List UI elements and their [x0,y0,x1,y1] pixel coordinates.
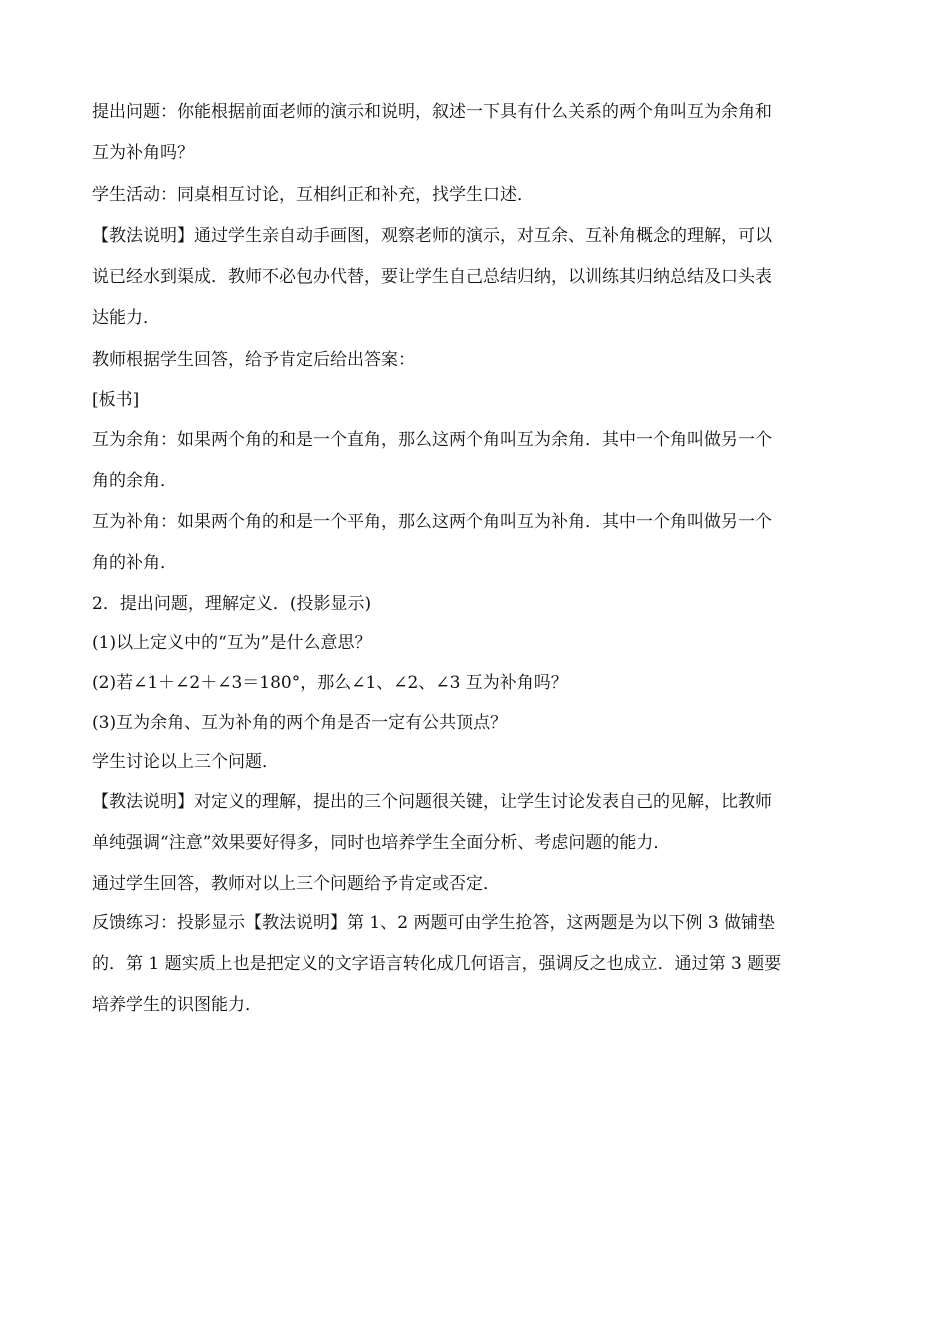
text-line: 反馈练习：投影显示【教法说明】第 1、2 两题可由学生抢答，这两题是为以下例 3 做铺垫 [92,913,776,933]
text-line: 培养学生的识图能力． [92,995,262,1015]
text-line: 【教法说明】通过学生亲自动手画图，观察老师的演示，对互余、互补角概念的理解，可以 [92,226,772,246]
text-line: 学生讨论以上三个问题． [92,752,279,772]
text-line: 达能力． [92,308,160,328]
paragraph-question-3 [92,703,862,744]
paragraph-question-1 [92,623,862,664]
text-line: 说已经水到渠成．教师不必包办代替，要让学生自己总结归纳，以训练其归纳总结及口头表 [92,267,772,287]
text-line: 互为余角：如果两个角的和是一个直角，那么这两个角叫互为余角．其中一个角叫做另一个 [92,430,772,450]
text-line: 2．提出问题，理解定义．(投影显示) [92,594,372,614]
text-line: 角的补角． [92,553,177,573]
paragraph-teaching-note-2 [92,782,862,864]
paragraph-student-discussion [92,742,862,783]
paragraph-supplementary-definition [92,502,862,584]
text-line: 提出问题：你能根据前面老师的演示和说明，叙述一下具有什么关系的两个角叫互为余角和 [92,102,772,122]
paragraph-teacher-answer [92,340,862,381]
text-line: 互为补角：如果两个角的和是一个平角，那么这两个角叫互为补角．其中一个角叫做另一个 [92,512,772,532]
text-line: 【教法说明】对定义的理解，提出的三个问题很关键，让学生讨论发表自己的见解，比教师 [92,792,772,812]
paragraph-complementary-definition [92,420,862,502]
text-line: (1)以上定义中的“互为”是什么意思？ [92,633,372,653]
paragraph-teacher-feedback [92,864,862,905]
paragraph-feedback-exercise [92,903,862,1026]
paragraph-question-intro [92,92,862,174]
paragraph-question-2 [92,663,862,704]
text-line: 教师根据学生回答，给予肯定后给出答案： [92,350,415,370]
text-line: 单纯强调“注意”效果要好得多，同时也培养学生全面分析、考虑问题的能力． [92,833,671,853]
paragraph-section-2 [92,584,862,625]
text-line: (3)互为余角、互为补角的两个角是否一定有公共顶点？ [92,713,508,733]
paragraph-teaching-note-1 [92,216,862,339]
text-line: 学生活动：同桌相互讨论，互相纠正和补充，找学生口述． [92,185,534,205]
paragraph-student-activity [92,175,862,216]
text-line: [板书] [92,390,140,410]
paragraph-blackboard [92,380,862,421]
text-line: 通过学生回答，教师对以上三个问题给予肯定或否定． [92,874,500,894]
text-line: 的．第 1 题实质上也是把定义的文字语言转化成几何语言，强调反之也成立．通过第 3 题要 [92,954,782,974]
text-line: 角的余角． [92,471,177,491]
text-line: (2)若∠1＋∠2＋∠3＝180°，那么∠1、∠2、∠3 互为补角吗？ [92,673,568,693]
text-line: 互为补角吗？ [92,143,194,163]
